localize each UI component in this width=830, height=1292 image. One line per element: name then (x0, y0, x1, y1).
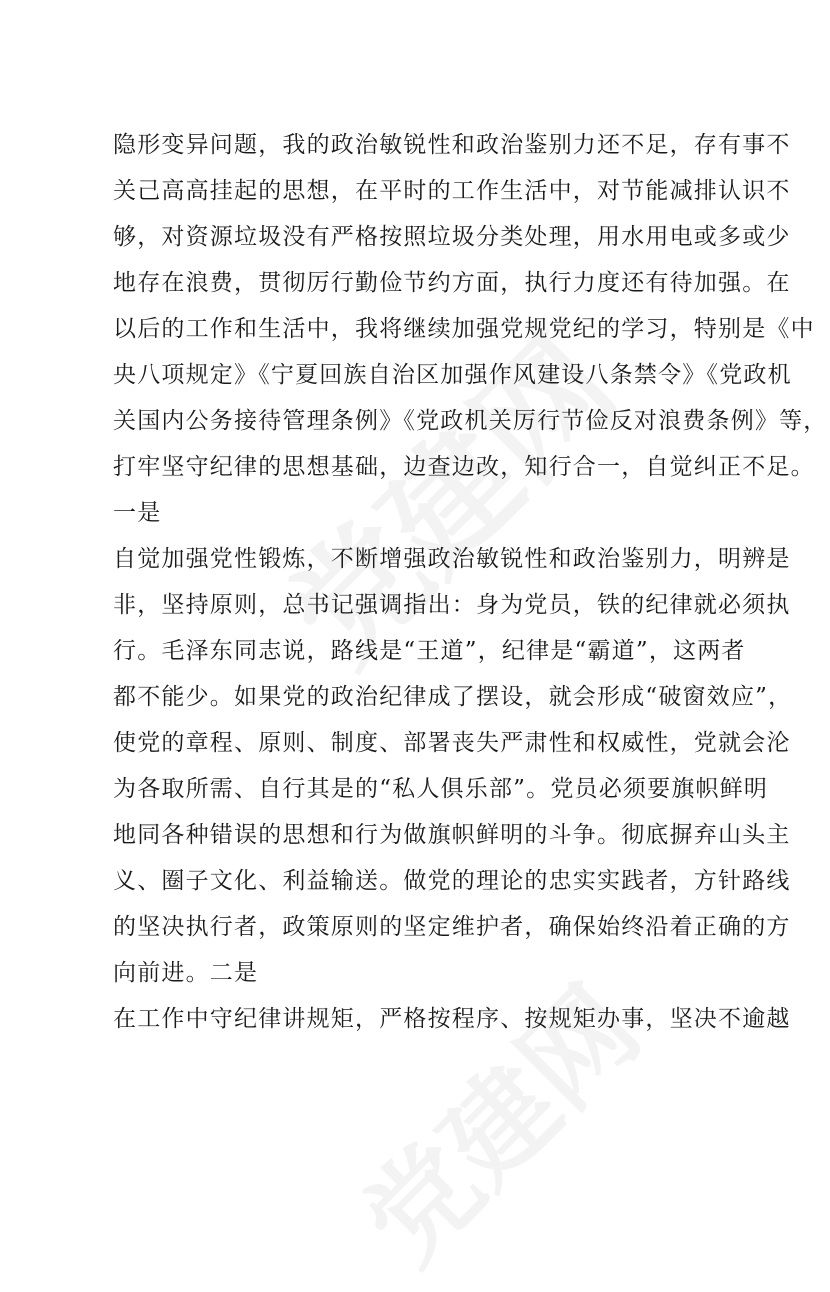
text-line: 自觉加强党性锻炼，不断增强政治敏锐性和政治鉴别力，明辨是 (113, 546, 791, 572)
text-line: 打牢坚守纪律的思想基础，边查边改，知行合一，自觉纠正不足。 (113, 454, 815, 480)
text-line: 够，对资源垃圾没有严格按照垃圾分类处理，用水用电或多或少 (113, 224, 791, 250)
text-line: 隐形变异问题，我的政治敏锐性和政治鉴别力还不足，存有事不 (113, 132, 791, 158)
text-line: 在工作中守纪律讲规矩，严格按程序、按规矩办事，坚决不逾越 (113, 1006, 791, 1032)
section-marker-two: 向前进。二是 (113, 960, 259, 986)
text-line: 行。毛泽东同志说，路线是“王道”，纪律是“霸道”，这两者 (113, 638, 746, 664)
document-body (113, 122, 828, 1042)
section-marker-one: 一是 (113, 500, 162, 526)
text-line: 的坚决执行者，政策原则的坚定维护者，确保始终沿着正确的方 (113, 914, 791, 940)
text-line: 以后的工作和生活中，我将继续加强党规党纪的学习，特别是《中 (113, 316, 815, 342)
text-line: 地存在浪费，贯彻厉行勤俭节约方面，执行力度还有待加强。在 (113, 270, 791, 296)
text-line: 都不能少。如果党的政治纪律成了摆设，就会形成“破窗效应”， (113, 684, 793, 710)
text-line: 关国内公务接待管理条例》《党政机关厉行节俭反对浪费条例》等， (113, 408, 828, 434)
text-line: 关己高高挂起的思想，在平时的工作生活中，对节能减排认识不 (113, 178, 791, 204)
text-line: 使党的章程、原则、制度、部署丧失严肃性和权威性，党就会沦 (113, 730, 791, 756)
text-line: 地同各种错误的思想和行为做旗帜鲜明的斗争。彻底摒弃山头主 (113, 822, 791, 848)
text-line: 义、圈子文化、利益输送。做党的理论的忠实实践者，方针路线 (113, 868, 791, 894)
text-line: 非，坚持原则，总书记强调指出：身为党员，铁的纪律就必须执 (113, 592, 791, 618)
text-line: 央八项规定》《宁夏回族自治区加强作风建设八条禁令》《党政机 (113, 362, 792, 388)
text-line: 为各取所需、自行其是的“私人俱乐部”。党员必须要旗帜鲜明 (113, 776, 769, 802)
